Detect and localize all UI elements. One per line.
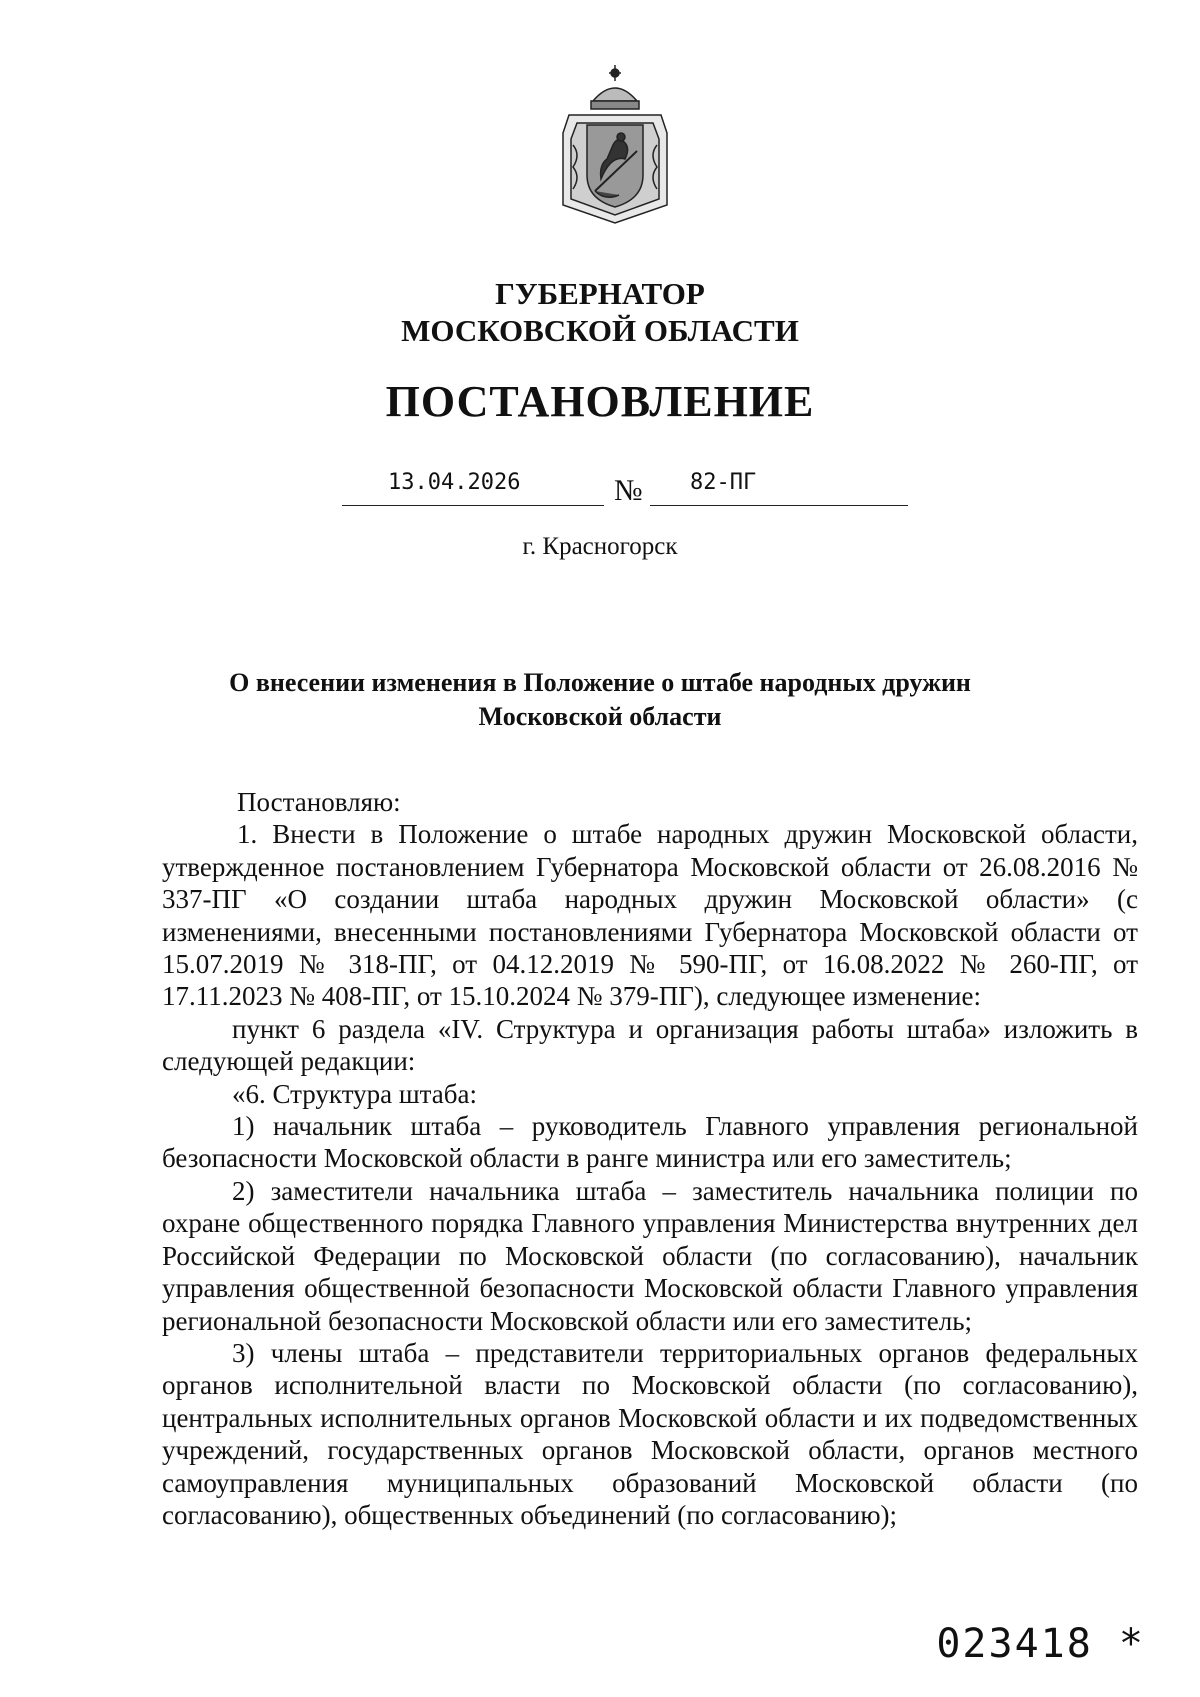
number-underline bbox=[650, 505, 908, 506]
paragraph-item-1: 1) начальник штаба – руководитель Главного управления региональной безопасности Московской области в ранге министра или его заместитель; bbox=[162, 1111, 1138, 1174]
issuer-heading bbox=[0, 275, 1200, 349]
title-line-1: О внесении изменения в Положение о штабе народных дружин bbox=[229, 668, 971, 697]
issuer-line-2: МОСКОВСКОЙ ОБЛАСТИ bbox=[401, 313, 799, 348]
document-number: 82-ПГ bbox=[690, 470, 757, 495]
issuer-line-1: ГУБЕРНАТОР bbox=[495, 276, 705, 311]
paragraph-1: 1. Внести в Положение о штабе народных дружин Московской области, утвержденное постановлением Губернатора Московской области от 26.08.2016 № 337-ПГ «О создании штаба народных дружин Московской области» (с изменениями, внесенными постановлениями Губернатора Московской области от 15.07.2019 № 318-ПГ, от 04.12.2019 № 590-ПГ, от 16.08.2022 № 260-ПГ, от 17.11.2023 № 408-ПГ, от 15.10.2024 № 379-ПГ), следующее изменение: bbox=[162, 819, 1138, 1012]
title-line-2: Московской области bbox=[478, 702, 722, 731]
paragraph-item-2: 2) заместители начальника штаба – заместитель начальника полиции по охране общественного порядка Главного управления Министерства внутренних дел Российской Федерации по Московской области (по согласованию), начальник управления общественной безопасности Московской области Главного управления региональной безопасности Московской области или его заместитель; bbox=[162, 1175, 1138, 1336]
number-sign: № bbox=[614, 474, 643, 507]
document-date: 13.04.2026 bbox=[388, 470, 521, 495]
document-city: г. Красногорск bbox=[522, 533, 678, 560]
document-title bbox=[0, 666, 1200, 734]
paragraph-2: пункт 6 раздела «IV. Структура и организация работы штаба» изложить в следующей редакции: bbox=[162, 1013, 1138, 1077]
serial-number: 023418 * bbox=[936, 1621, 1145, 1667]
paragraph-item-3: 3) члены штаба – представители территориальных органов федеральных органов исполнительной власти по Московской области (по согласованию), центральных исполнительных органов Московской области и их подведомственных учреждений, государственных органов Московской области, органов местного самоуправления муниципальных образований Московской области (по согласованию), общественных объединений (по согласованию); bbox=[162, 1337, 1138, 1530]
intro-paragraph: Постановляю: bbox=[237, 787, 401, 817]
document-body bbox=[162, 786, 1138, 1531]
paragraph-3: «6. Структура штаба: bbox=[232, 1078, 477, 1109]
coat-of-arms-emblem bbox=[555, 55, 675, 225]
date-underline bbox=[342, 505, 604, 506]
document-type: ПОСТАНОВЛЕНИЕ bbox=[385, 377, 815, 426]
